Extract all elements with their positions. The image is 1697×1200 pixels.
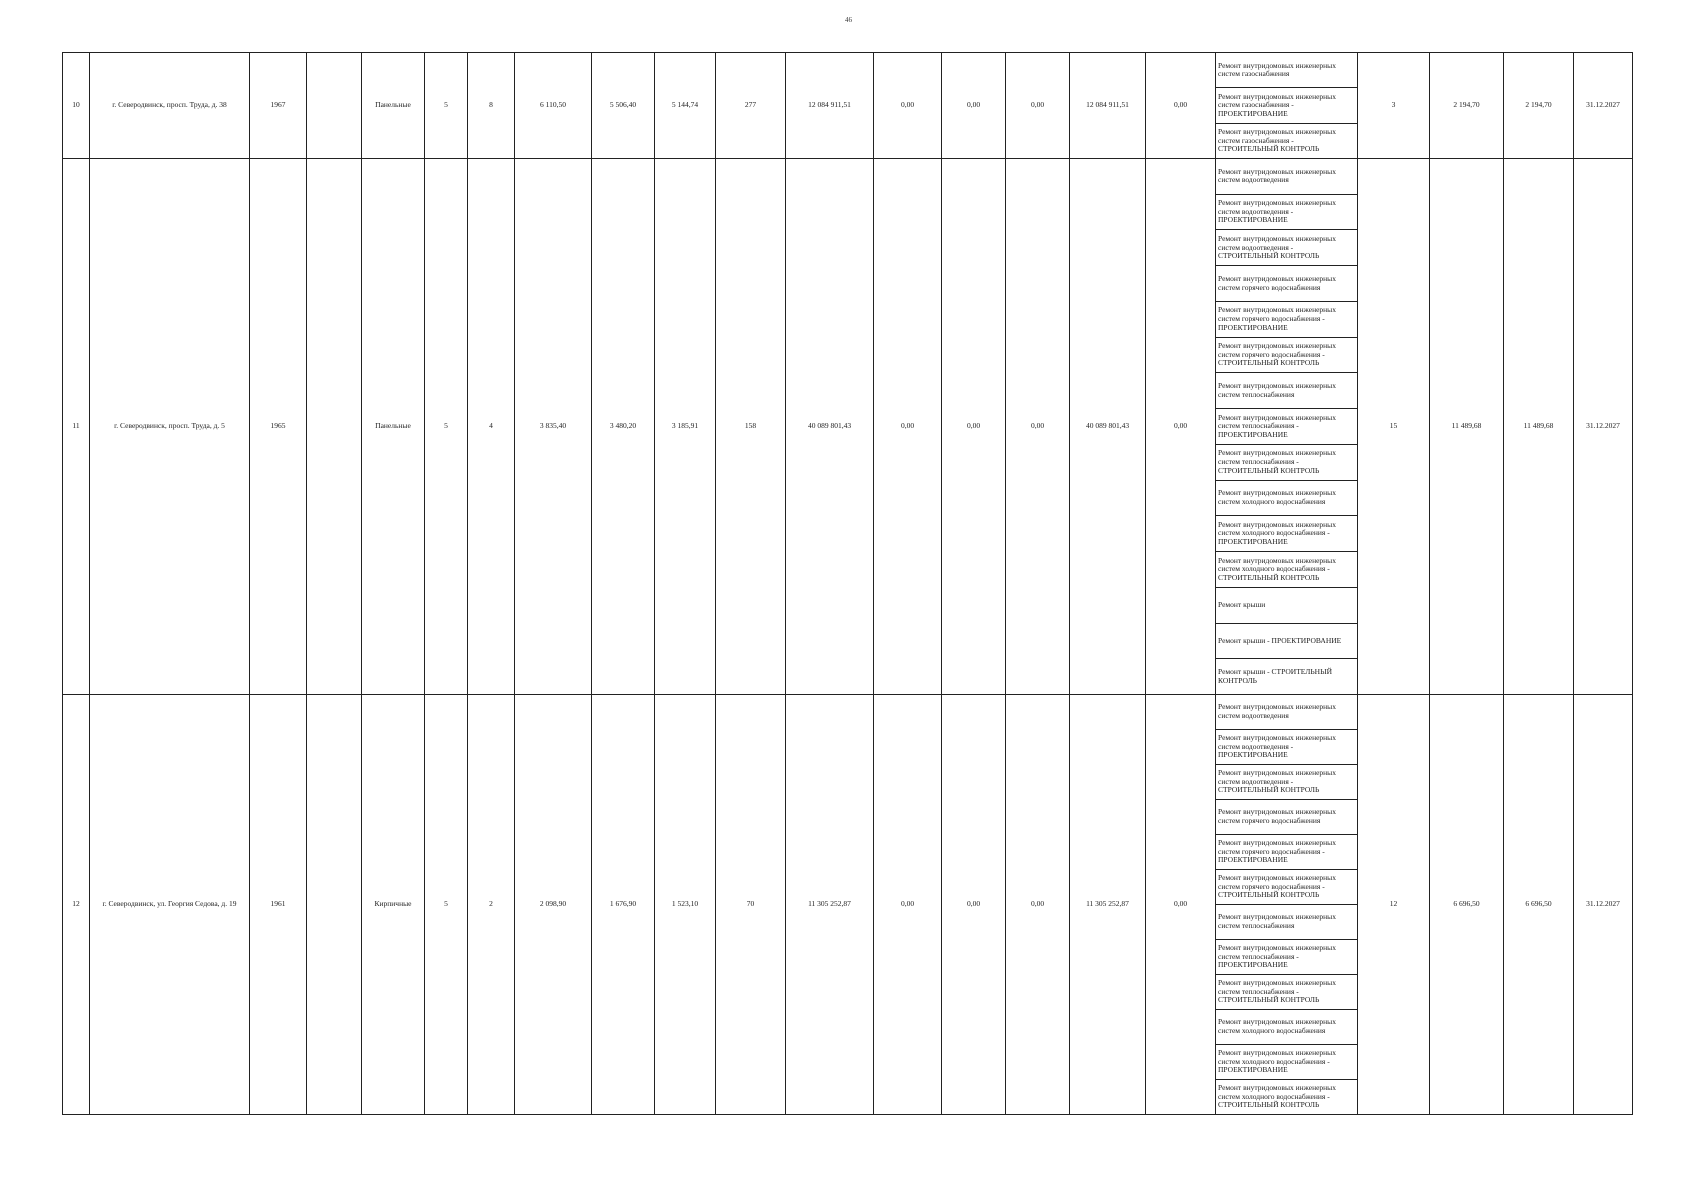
living-area-cell: 1 676,90 <box>592 695 655 1115</box>
fund-cell: 0,00 <box>942 159 1006 695</box>
total-area-cell: 3 835,40 <box>515 159 592 695</box>
floors-cell: 5 <box>425 53 468 159</box>
other-funds-cell: 0,00 <box>1146 53 1216 159</box>
residents-cell: 277 <box>716 53 786 159</box>
work-item: Ремонт внутридомовых инженерных систем холодного водоснабжения - СТРОИТЕЛЬНЫЙ КОНТРОЛЬ <box>1218 1083 1336 1110</box>
entrances-cell: 2 <box>468 695 515 1115</box>
deadline-cell: 31.12.2027 <box>1574 695 1633 1115</box>
entrances-cell: 8 <box>468 53 515 159</box>
address-cell: г. Северодвинск, просп. Труда, д. 5 <box>90 159 250 695</box>
fund-cell: 0,00 <box>942 695 1006 1115</box>
work-item: Ремонт внутридомовых инженерных систем водоотведения - СТРОИТЕЛЬНЫЙ КОНТРОЛЬ <box>1216 230 1357 266</box>
unit-limit-cell: 6 696,50 <box>1504 695 1574 1115</box>
work-item: Ремонт внутридомовых инженерных систем горячего водоснабжения <box>1216 266 1357 302</box>
fund-cell: 0,00 <box>874 53 942 159</box>
year-cell: 1967 <box>250 53 307 159</box>
total-cost-cell: 12 084 911,51 <box>786 53 874 159</box>
works-cell <box>1216 695 1358 1115</box>
living-area-cell: 5 506,40 <box>592 53 655 159</box>
floors-cell: 5 <box>425 695 468 1115</box>
row-number: 10 <box>63 53 90 159</box>
work-item: Ремонт крыши <box>1216 588 1357 624</box>
work-item: Ремонт внутридомовых инженерных систем горячего водоснабжения - ПРОЕКТИРОВАНИЕ <box>1216 302 1357 338</box>
blank-cell <box>307 695 362 1115</box>
owners-funds-cell: 11 305 252,87 <box>1070 695 1146 1115</box>
total-cost-cell: 11 305 252,87 <box>786 695 874 1115</box>
work-item: Ремонт внутридомовых инженерных систем водоотведения - СТРОИТЕЛЬНЫЙ КОНТРОЛЬ <box>1216 765 1357 800</box>
work-item: Ремонт внутридомовых инженерных систем холодного водоснабжения <box>1216 481 1357 517</box>
year-cell: 1965 <box>250 159 307 695</box>
work-item: Ремонт внутридомовых инженерных систем теплоснабжения <box>1216 905 1357 940</box>
floors-cell: 5 <box>425 159 468 695</box>
total-area-cell: 2 098,90 <box>515 695 592 1115</box>
works-list <box>1216 695 1357 1114</box>
residential-area-cell: 1 523,10 <box>655 695 716 1115</box>
deadline-cell: 31.12.2027 <box>1574 53 1633 159</box>
unit-limit-cell: 2 194,70 <box>1504 53 1574 159</box>
work-item: Ремонт внутридомовых инженерных систем теплоснабжения - СТРОИТЕЛЬНЫЙ КОНТРОЛЬ <box>1216 975 1357 1010</box>
work-item: Ремонт внутридомовых инженерных систем горячего водоснабжения - ПРОЕКТИРОВАНИЕ <box>1216 835 1357 870</box>
living-area-cell: 3 480,20 <box>592 159 655 695</box>
entrances-cell: 4 <box>468 159 515 695</box>
work-item: Ремонт внутридомовых инженерных систем водоотведения - ПРОЕКТИРОВАНИЕ <box>1216 730 1357 765</box>
unit-cost-cell: 6 696,50 <box>1430 695 1504 1115</box>
owners-funds-cell: 40 089 801,43 <box>1070 159 1146 695</box>
work-item: Ремонт крыши - СТРОИТЕЛЬНЫЙ КОНТРОЛЬ <box>1218 667 1333 685</box>
work-item: Ремонт внутридомовых инженерных систем теплоснабжения - ПРОЕКТИРОВАНИЕ <box>1216 409 1357 445</box>
capital-repair-table <box>62 52 1633 1115</box>
fund-cell: 0,00 <box>942 53 1006 159</box>
work-item: Ремонт внутридомовых инженерных систем водоотведения <box>1216 159 1357 195</box>
year-cell: 1961 <box>250 695 307 1115</box>
work-item: Ремонт внутридомовых инженерных систем газоснабжения - СТРОИТЕЛЬНЫЙ КОНТРОЛЬ <box>1218 126 1336 154</box>
unit-limit-cell: 11 489,68 <box>1504 159 1574 695</box>
fund-cell: 0,00 <box>874 695 942 1115</box>
blank-cell <box>307 159 362 695</box>
other-funds-cell: 0,00 <box>1146 159 1216 695</box>
owners-funds-cell: 12 084 911,51 <box>1070 53 1146 159</box>
residents-cell: 70 <box>716 695 786 1115</box>
works-count-cell: 12 <box>1358 695 1430 1115</box>
address-cell: г. Северодвинск, ул. Георгия Седова, д. 19 <box>90 695 250 1115</box>
table-row <box>63 53 1633 159</box>
work-item: Ремонт внутридомовых инженерных систем горячего водоснабжения - СТРОИТЕЛЬНЫЙ КОНТРОЛЬ <box>1216 870 1357 905</box>
row-number: 11 <box>63 159 90 695</box>
unit-cost-cell: 11 489,68 <box>1430 159 1504 695</box>
address-cell: г. Северодвинск, просп. Труда, д. 38 <box>90 53 250 159</box>
row-number: 12 <box>63 695 90 1115</box>
page-number: 46 <box>845 16 852 24</box>
residential-area-cell: 3 185,91 <box>655 159 716 695</box>
work-item: Ремонт внутридомовых инженерных систем горячего водоснабжения - СТРОИТЕЛЬНЫЙ КОНТРОЛЬ <box>1216 338 1357 374</box>
work-item: Ремонт внутридомовых инженерных систем теплоснабжения <box>1216 373 1357 409</box>
deadline-cell: 31.12.2027 <box>1574 159 1633 695</box>
work-item: Ремонт внутридомовых инженерных систем теплоснабжения - ПРОЕКТИРОВАНИЕ <box>1216 940 1357 975</box>
work-item: Ремонт внутридомовых инженерных систем горячего водоснабжения <box>1216 800 1357 835</box>
fund-cell: 0,00 <box>1006 695 1070 1115</box>
other-funds-cell: 0,00 <box>1146 695 1216 1115</box>
work-item: Ремонт крыши - ПРОЕКТИРОВАНИЕ <box>1216 624 1357 660</box>
works-count-cell: 15 <box>1358 159 1430 695</box>
work-item: Ремонт внутридомовых инженерных систем холодного водоснабжения <box>1216 1010 1357 1045</box>
wall-material-cell: Панельные <box>362 53 425 159</box>
residents-cell: 158 <box>716 159 786 695</box>
works-list <box>1216 159 1357 694</box>
table-row <box>63 695 1633 1115</box>
work-item: Ремонт внутридомовых инженерных систем холодного водоснабжения - ПРОЕКТИРОВАНИЕ <box>1216 516 1357 552</box>
fund-cell: 0,00 <box>1006 53 1070 159</box>
works-list <box>1216 53 1357 158</box>
work-item: Ремонт внутридомовых инженерных систем газоснабжения - ПРОЕКТИРОВАНИЕ <box>1216 88 1357 123</box>
unit-cost-cell: 2 194,70 <box>1430 53 1504 159</box>
work-item: Ремонт внутридомовых инженерных систем теплоснабжения - СТРОИТЕЛЬНЫЙ КОНТРОЛЬ <box>1216 445 1357 481</box>
total-cost-cell: 40 089 801,43 <box>786 159 874 695</box>
works-cell <box>1216 159 1358 695</box>
table-row <box>63 159 1633 695</box>
wall-material-cell: Панельные <box>362 159 425 695</box>
fund-cell: 0,00 <box>874 159 942 695</box>
work-item: Ремонт внутридомовых инженерных систем водоотведения - ПРОЕКТИРОВАНИЕ <box>1216 195 1357 231</box>
wall-material-cell: Кирпичные <box>362 695 425 1115</box>
blank-cell <box>307 53 362 159</box>
work-item: Ремонт внутридомовых инженерных систем газоснабжения <box>1216 53 1357 88</box>
work-item: Ремонт внутридомовых инженерных систем холодного водоснабжения - СТРОИТЕЛЬНЫЙ КОНТРОЛЬ <box>1216 552 1357 588</box>
work-item: Ремонт внутридомовых инженерных систем водоотведения <box>1216 695 1357 730</box>
residential-area-cell: 5 144,74 <box>655 53 716 159</box>
works-cell <box>1216 53 1358 159</box>
work-item: Ремонт внутридомовых инженерных систем холодного водоснабжения - ПРОЕКТИРОВАНИЕ <box>1216 1045 1357 1080</box>
fund-cell: 0,00 <box>1006 159 1070 695</box>
works-count-cell: 3 <box>1358 53 1430 159</box>
total-area-cell: 6 110,50 <box>515 53 592 159</box>
